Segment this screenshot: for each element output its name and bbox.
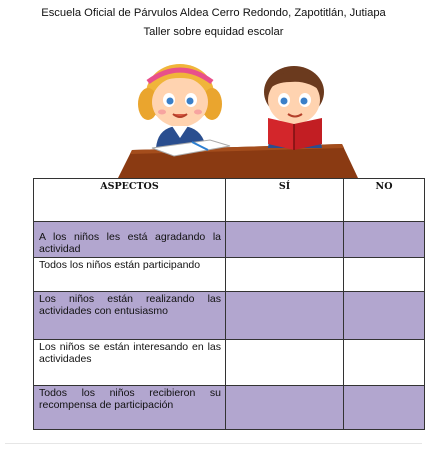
school-name: Escuela Oficial de Párvulos Aldea Cerro Redondo, Zapotitlán, Jutiapa (41, 7, 386, 19)
header-aspectos: ASPECTOS (34, 179, 226, 222)
workshop-title: Taller sobre equidad escolar (143, 26, 284, 38)
aspect-cell: Los niños están realizando las actividades con entusiasmo (34, 292, 226, 340)
aspect-cell: Los niños se están interesando en las actividades (34, 340, 226, 386)
document-header (0, 6, 427, 39)
table-row (34, 340, 425, 386)
table-row (34, 386, 425, 430)
no-cell[interactable] (344, 340, 425, 386)
table-header-row (34, 179, 425, 222)
table-row (34, 258, 425, 292)
si-cell[interactable] (226, 258, 344, 292)
table-row (34, 292, 425, 340)
no-cell[interactable] (344, 292, 425, 340)
no-cell[interactable] (344, 222, 425, 258)
si-cell[interactable] (226, 222, 344, 258)
aspect-cell: A los niños les está agradando la actividad (34, 222, 226, 258)
si-cell[interactable] (226, 340, 344, 386)
si-cell[interactable] (226, 292, 344, 340)
no-cell[interactable] (344, 258, 425, 292)
children-reading-icon (118, 52, 362, 180)
table-row (34, 222, 425, 258)
no-cell[interactable] (344, 386, 425, 430)
header-no: NO (344, 179, 425, 222)
page-divider (5, 443, 422, 444)
aspect-cell: Todos los niños recibieron su recompensa de participación (34, 386, 226, 430)
evaluation-table (33, 178, 425, 430)
header-si: SÍ (226, 179, 344, 222)
girl-figure (138, 64, 222, 148)
si-cell[interactable] (226, 386, 344, 430)
aspect-cell: Todos los niños están participando (34, 258, 226, 292)
